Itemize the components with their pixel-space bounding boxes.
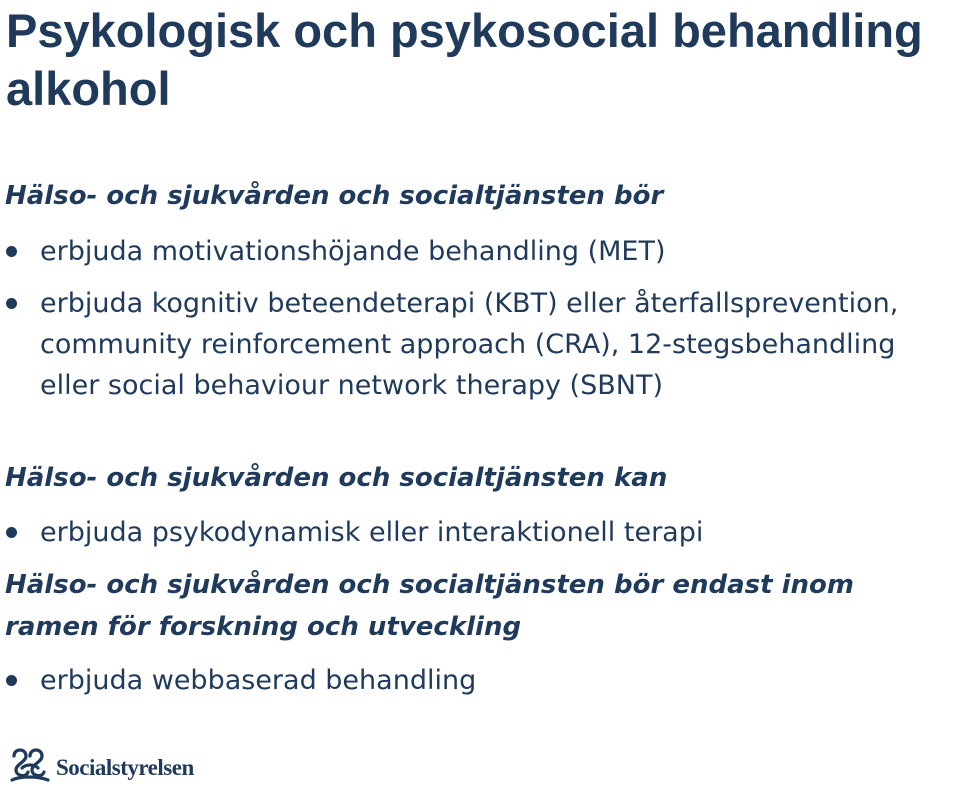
- section-heading-1: Hälso- och sjukvården och socialtjänsten bör: [5, 181, 664, 211]
- section-heading-3: Hälso- och sjukvården och socialtjänsten bör endast inom ramen för forskning och utveckling: [5, 570, 854, 642]
- bullet-icon: [6, 298, 17, 309]
- socialstyrelsen-logo: [8, 742, 194, 786]
- list-item-text: erbjuda kognitiv beteendeterapi (KBT) eller återfallsprevention, community reinforcement approach (CRA), 12-stegsbehandling eller social behaviour network therapy (SBNT): [40, 288, 899, 401]
- bullet-icon: [6, 675, 17, 686]
- list-item-text: erbjuda motivationshöjande behandling (MET): [40, 236, 666, 267]
- socialstyrelsen-emblem-icon: [8, 742, 52, 786]
- bullet-list-2: [0, 512, 958, 553]
- list-item-text: erbjuda psykodynamisk eller interaktionell terapi: [40, 517, 704, 548]
- logo-text: Socialstyrelsen: [56, 755, 194, 780]
- section-heading-2: Hälso- och sjukvården och socialtjänsten kan: [5, 463, 668, 493]
- list-item: [0, 231, 958, 272]
- list-item: [0, 660, 958, 701]
- list-item-text: erbjuda webbaserad behandling: [40, 665, 477, 696]
- list-item: [0, 512, 958, 553]
- page-title: Psykologisk och psykosocial behandling alkohol: [6, 4, 923, 115]
- list-item: [0, 283, 958, 406]
- bullet-list-3: [0, 660, 958, 701]
- bullet-list-1: [0, 231, 958, 406]
- bullet-icon: [6, 527, 17, 538]
- bullet-icon: [6, 246, 17, 257]
